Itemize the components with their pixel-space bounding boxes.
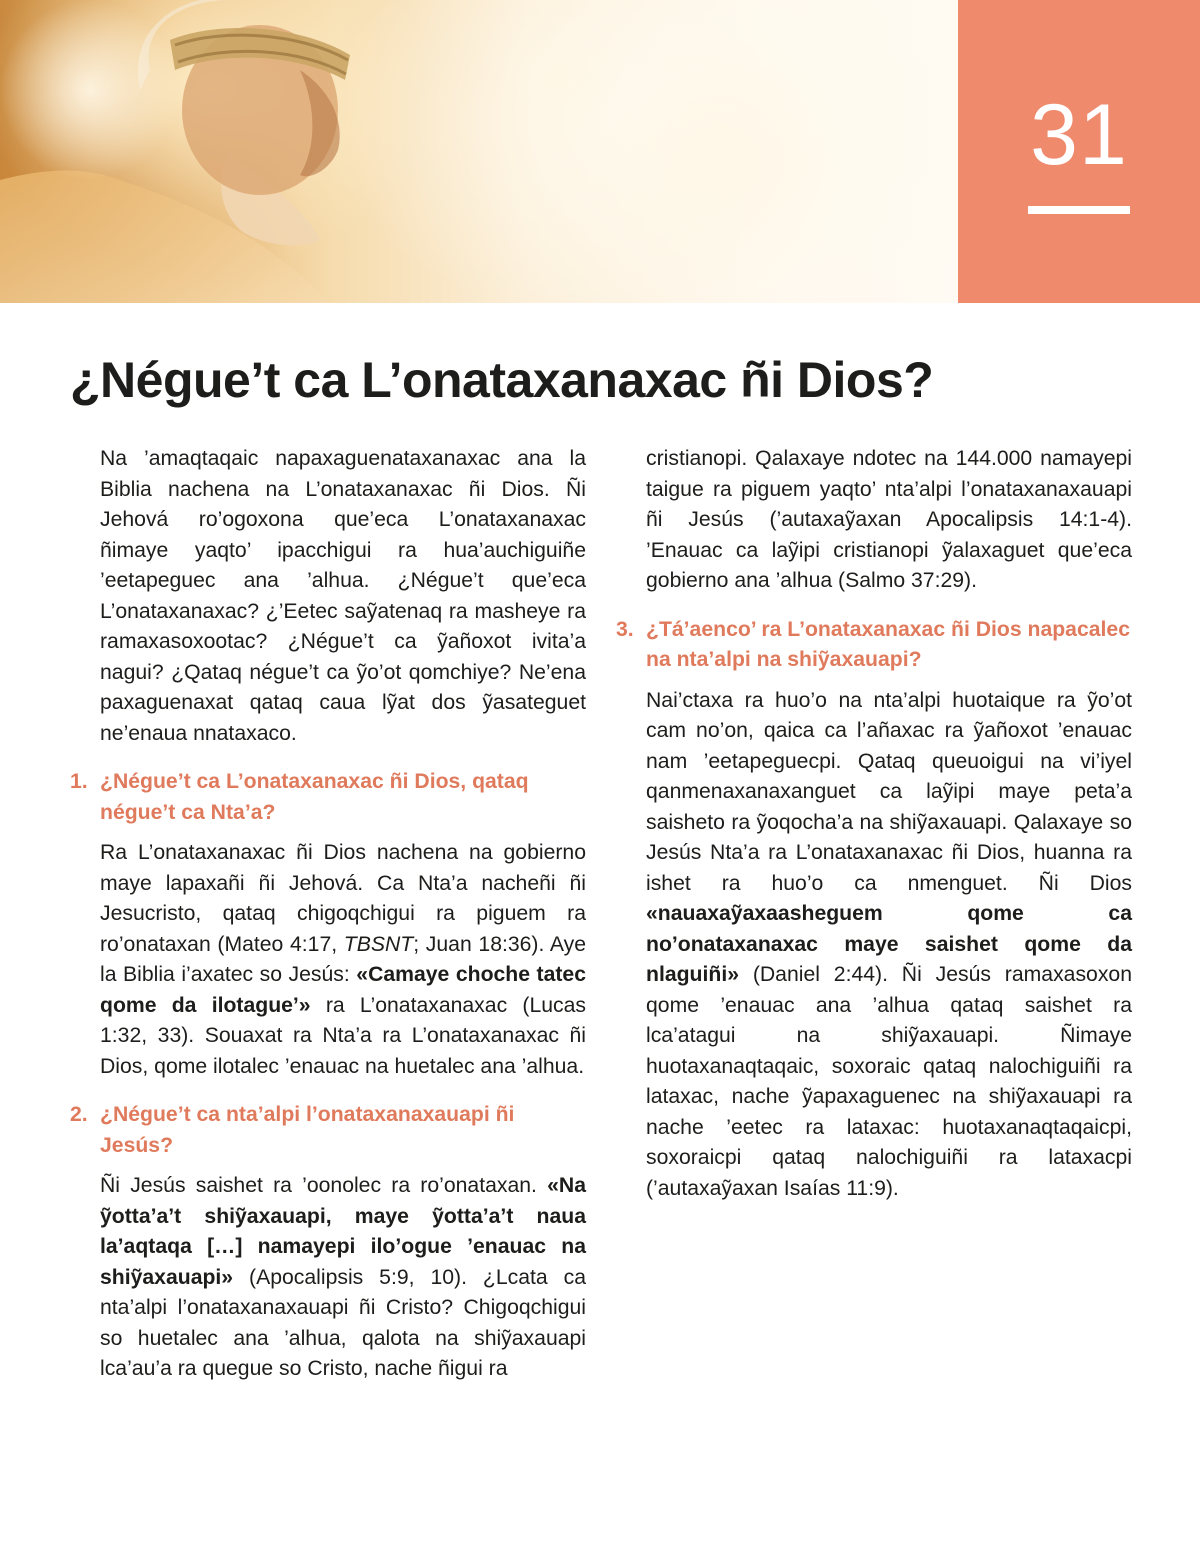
question-3 [616, 615, 1132, 676]
answer-3-paragraph [646, 686, 1132, 1205]
intro-paragraph: Na ’amaqtaqaic napaxaguenataxanaxac ana la Biblia nachena na L’onataxanaxac ñi Dios. Ñi Jehová ro’ogoxona que’eca L’onataxanaxac ñimaye yaqto’ ipacchigui ra hua’auchiguiñe ’eetapeguec ana ’alhua. ¿Négue’t que’eca L’onataxanaxac? ¿’Eetec saỹatenaq ra masheye ra ramaxasoxootac? ¿Négue’t ca ỹañoxot ivita’a nagui? ¿Qataq négue’t ca ỹo’ot qomchiye? Ne’ena paxaguenaxat qataq caua lỹat dos ỹasateguet ne’enaua nnataxaco. [100, 447, 586, 745]
question-2-text: ¿Négue’t ca nta’alpi l’onataxanaxauapi ñi Jesús? [100, 1103, 515, 1157]
question-1-number: 1. [70, 770, 88, 793]
answer-2-bold-quote: «Na ỹotta’a’t shiỹaxauapi, maye ỹotta’a’t naua la’aqtaqa […] namayepi ilo’ogue ’enauac na shiỹaxauapi» [100, 1174, 586, 1289]
answer-2-paragraph [100, 1171, 586, 1385]
answer-2-continued: cristianopi. Qalaxaye ndotec na 144.000 namayepi taigue ra piguem yaqto’ nta’alpi l’onataxanaxauapi ñi Jesús (’autaxaỹaxan Apocalipsis 14:1-4). ’Enauac ca laỹipi cristianopi ỹalaxaguet que’eca gobierno ana ’alhua (Salmo 37:29). [646, 447, 1132, 592]
answer-2-text-b: (Apocalipsis 5:9, 10). ¿Lcata ca nta’alpi l’onataxanaxauapi ñi Cristo? Chigoqchigui so huetalec ana ’alhua, qalota na shiỹaxauapi lca’au’a ra quegue so Cristo, nache ñigui ra [100, 1265, 586, 1380]
answer-3-bold-quote: «nauaxaỹaxaasheguem qome ca no’onataxanaxac maye saishet qome da nlaguiñi» [646, 902, 1132, 986]
hero-image [0, 0, 958, 303]
left-column [70, 444, 586, 1403]
king-with-crown-image [0, 0, 958, 303]
question-3-text: ¿Tá’aenco’ ra L’onataxanaxac ñi Dios napacalec na nta’alpi na shiỹaxauapi? [646, 617, 1130, 671]
chapter-number-box [958, 0, 1200, 303]
answer-1-text-b: ; Juan 18:36). Aye la Biblia i’axatec so Jesús: [100, 932, 586, 986]
page-title: ¿Négue’t ca L’onataxanaxac ñi Dios? [70, 352, 934, 408]
question-1 [70, 767, 586, 828]
answer-1-bold-quote: «Camaye choche tatec qome da ilotague’» [100, 963, 586, 1017]
answer-2-text-a: Ñi Jesús saishet ra ’oonolec ra ro’onataxan. [100, 1174, 548, 1197]
chapter-number: 31 [1030, 87, 1128, 183]
answer-1-italic: TBSNT [343, 932, 414, 956]
answer-3-text-a: Nai’ctaxa ra huo’o na nta’alpi huotaique ra ỹo’ot cam no’on, qaica ca l’añaxac ra ỹañoxot ’enauac nam ’eetapeguecpi. Qataq queuoigui na vi’iyel qanmenaxanaxanguet ca laỹipi maye peta’a saisheto ra ỹoqocha’a na shiỹaxauapi. Qalaxaye so Jesús Nta’a ra L’onataxanaxac ñi Dios, huanna ra ishet ra huo’o ca nmenguet. Ñi Dios [646, 688, 1132, 895]
chapter-underline [1028, 206, 1130, 214]
question-2 [70, 1100, 586, 1161]
right-column [616, 444, 1132, 1222]
answer-1-paragraph [100, 838, 586, 1082]
answer-3-text-b: (Daniel 2:44). Ñi Jesús ramaxasoxon qome ’enauac ana ’alhua qataq saishet ra lca’atagui na shiỹaxauapi. Ñimaye huotaxanaqtaqaic, soxoraic qataq nalochiguiñi ra lataxac, nache ỹapaxaguenec na shiỹaxauapi ra nache ’eetec ra lataxac: huotaxanaqtaqaicpi, soxoraicpi qataq nalochiguiñi ra lataxacpi (’autaxaỹaxan Isaías 11:9). [646, 963, 1132, 1200]
question-2-number: 2. [70, 1103, 88, 1126]
answer-1-text-c: ra L’onataxanaxac (Lucas 1:32, 33). Souaxat ra Nta’a ra L’onataxanaxac ñi Dios, qome ilotalec ’enauac na huetalec ana ’alhua. [100, 993, 586, 1078]
question-3-number: 3. [616, 617, 634, 641]
question-1-text: ¿Négue’t ca L’onataxanaxac ñi Dios, qataq négue’t ca Nta’a? [100, 770, 529, 824]
answer-1-text-a: Ra L’onataxanaxac ñi Dios nachena na gobierno maye lapaxañi ñi Jehová. Ca Nta’a nacheñi ñi Jesucristo, qataq chigoqchigui ra piguem ra ro’onataxan (Mateo 4:17, [100, 841, 586, 956]
